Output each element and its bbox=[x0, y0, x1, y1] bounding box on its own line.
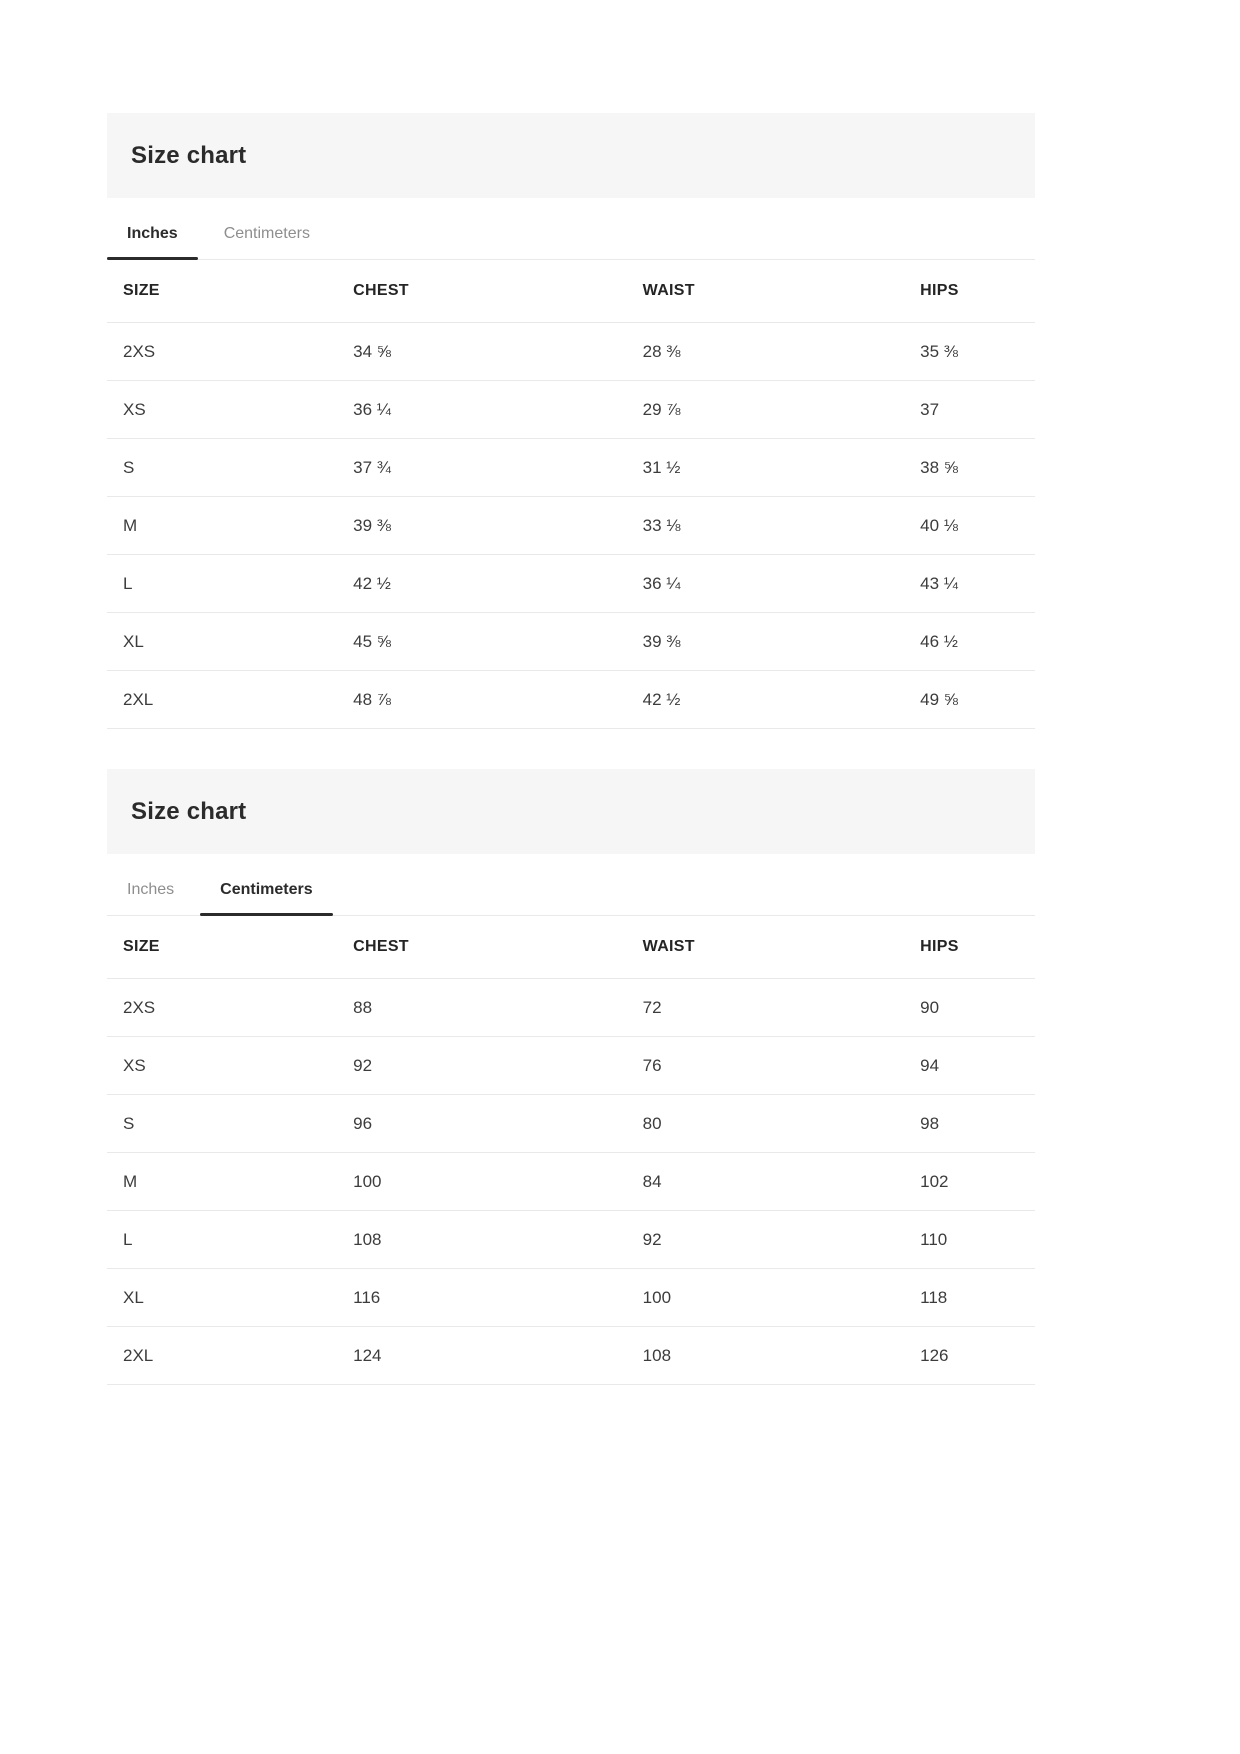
column-header-hips: HIPS bbox=[920, 938, 959, 955]
chest-cell: 48 ⅞ bbox=[353, 689, 391, 709]
chest-cell: 96 bbox=[353, 1113, 373, 1133]
size-chart-section-centimeters bbox=[107, 769, 1035, 1385]
column-header-waist: WAIST bbox=[642, 282, 695, 299]
chest-cell: 108 bbox=[353, 1229, 382, 1249]
hips-cell: 126 bbox=[920, 1345, 949, 1365]
hips-cell: 43 ¼ bbox=[920, 573, 958, 593]
waist-cell: 29 ⅞ bbox=[642, 399, 681, 419]
size-cell: L bbox=[123, 1229, 133, 1249]
hips-cell: 49 ⅝ bbox=[920, 689, 958, 709]
column-header-chest: CHEST bbox=[353, 282, 409, 299]
column-header-waist: WAIST bbox=[642, 938, 695, 955]
chest-cell: 36 ¼ bbox=[353, 399, 391, 419]
table-row bbox=[107, 1327, 1035, 1385]
table-row bbox=[107, 439, 1035, 497]
unit-tabs bbox=[107, 866, 1035, 916]
hips-cell: 35 ⅜ bbox=[920, 341, 958, 361]
table-header-row bbox=[107, 916, 1035, 979]
size-cell: S bbox=[123, 1113, 135, 1133]
size-cell: 2XS bbox=[123, 997, 156, 1017]
size-cell: S bbox=[123, 457, 135, 477]
section-title: Size chart bbox=[131, 141, 247, 169]
tab-label: Inches bbox=[127, 881, 175, 898]
size-cell: 2XS bbox=[123, 341, 156, 361]
chest-cell: 45 ⅝ bbox=[353, 631, 391, 651]
size-cell: XS bbox=[123, 399, 146, 419]
table-row bbox=[107, 671, 1035, 729]
size-cell: 2XL bbox=[123, 1345, 154, 1365]
table-header-row bbox=[107, 260, 1035, 323]
waist-cell: 72 bbox=[642, 997, 662, 1017]
size-cell: XS bbox=[123, 1055, 146, 1075]
waist-cell: 36 ¼ bbox=[642, 573, 681, 593]
chest-cell: 37 ¾ bbox=[353, 457, 391, 477]
chest-cell: 116 bbox=[353, 1287, 381, 1307]
section-header bbox=[107, 769, 1035, 854]
chest-cell: 42 ½ bbox=[353, 573, 391, 593]
section-header bbox=[107, 113, 1035, 198]
size-cell: M bbox=[123, 1171, 138, 1191]
size-cell: L bbox=[123, 573, 133, 593]
table-row bbox=[107, 1211, 1035, 1269]
waist-cell: 76 bbox=[642, 1055, 662, 1075]
tab-centimeters[interactable] bbox=[204, 210, 330, 259]
tab-label: Centimeters bbox=[223, 225, 310, 242]
table-row bbox=[107, 1153, 1035, 1211]
waist-cell: 33 ⅛ bbox=[642, 515, 681, 535]
waist-cell: 100 bbox=[642, 1287, 672, 1307]
hips-cell: 90 bbox=[920, 997, 940, 1017]
chest-cell: 100 bbox=[353, 1171, 382, 1191]
tab-inches[interactable] bbox=[107, 210, 198, 259]
waist-cell: 84 bbox=[642, 1171, 662, 1191]
size-table-centimeters bbox=[107, 916, 1035, 1385]
waist-cell: 42 ½ bbox=[642, 689, 681, 709]
waist-cell: 39 ⅜ bbox=[642, 631, 681, 651]
column-header-size: SIZE bbox=[123, 938, 160, 955]
size-cell: M bbox=[123, 515, 138, 535]
size-cell: XL bbox=[123, 1287, 144, 1307]
table-row bbox=[107, 555, 1035, 613]
size-cell: 2XL bbox=[123, 689, 154, 709]
size-chart-section-inches bbox=[107, 113, 1035, 729]
section-gap bbox=[107, 729, 1035, 769]
chest-cell: 124 bbox=[353, 1345, 382, 1365]
size-chart-page bbox=[107, 0, 1035, 1385]
hips-cell: 110 bbox=[920, 1229, 948, 1249]
table-row bbox=[107, 1095, 1035, 1153]
table-row bbox=[107, 381, 1035, 439]
table-row bbox=[107, 1037, 1035, 1095]
size-cell: XL bbox=[123, 631, 144, 651]
chest-cell: 34 ⅝ bbox=[353, 341, 391, 361]
hips-cell: 98 bbox=[920, 1113, 940, 1133]
unit-tabs bbox=[107, 210, 1035, 260]
hips-cell: 94 bbox=[920, 1055, 940, 1075]
waist-cell: 108 bbox=[642, 1345, 672, 1365]
tab-label: Inches bbox=[127, 225, 178, 242]
hips-cell: 40 ⅛ bbox=[920, 515, 958, 535]
hips-cell: 38 ⅝ bbox=[920, 457, 958, 477]
chest-cell: 92 bbox=[353, 1055, 373, 1075]
tab-label: Centimeters bbox=[220, 881, 313, 898]
chest-cell: 88 bbox=[353, 997, 373, 1017]
table-row bbox=[107, 497, 1035, 555]
table-row bbox=[107, 613, 1035, 671]
column-header-size: SIZE bbox=[123, 282, 160, 299]
hips-cell: 102 bbox=[920, 1171, 949, 1191]
table-row bbox=[107, 323, 1035, 381]
tab-centimeters[interactable] bbox=[200, 866, 332, 915]
waist-cell: 80 bbox=[642, 1113, 662, 1133]
hips-cell: 37 bbox=[920, 399, 940, 419]
section-title: Size chart bbox=[131, 797, 247, 825]
table-row bbox=[107, 1269, 1035, 1327]
table-row bbox=[107, 979, 1035, 1037]
size-table-inches bbox=[107, 260, 1035, 729]
tab-inches[interactable] bbox=[107, 866, 194, 915]
hips-cell: 118 bbox=[920, 1287, 948, 1307]
chest-cell: 39 ⅜ bbox=[353, 515, 391, 535]
hips-cell: 46 ½ bbox=[920, 631, 958, 651]
waist-cell: 28 ⅜ bbox=[642, 341, 681, 361]
column-header-chest: CHEST bbox=[353, 938, 409, 955]
waist-cell: 92 bbox=[642, 1229, 662, 1249]
waist-cell: 31 ½ bbox=[642, 457, 681, 477]
column-header-hips: HIPS bbox=[920, 282, 959, 299]
